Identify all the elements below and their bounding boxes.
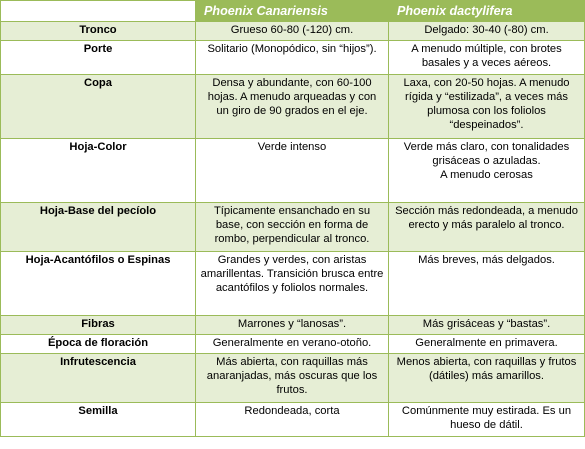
table-row xyxy=(1,139,585,203)
row-label: Hoja-Color xyxy=(1,139,196,203)
table-row xyxy=(1,203,585,252)
header-empty-cell xyxy=(1,1,196,22)
row-label: Hoja-Base del pecíolo xyxy=(1,203,196,252)
row-label: Semilla xyxy=(1,403,196,437)
canariensis-cell: Marrones y “lanosas”. xyxy=(196,316,389,335)
row-label: Infrutescencia xyxy=(1,354,196,403)
dactylifera-cell: Comúnmente muy estirada. Es un hueso de dátil. xyxy=(389,403,585,437)
table-row xyxy=(1,22,585,41)
dactylifera-cell: Generalmente en primavera. xyxy=(389,335,585,354)
dactylifera-cell: Menos abierta, con raquillas y frutos (dátiles) más amarillos. xyxy=(389,354,585,403)
dactylifera-cell: A menudo múltiple, con brotes basales y a veces aéreos. xyxy=(389,41,585,75)
dactylifera-cell: Delgado: 30-40 (-80) cm. xyxy=(389,22,585,41)
row-label: Hoja-Acantófilos o Espinas xyxy=(1,252,196,316)
header-dactylifera: Phoenix dactylifera xyxy=(389,1,585,22)
dactylifera-cell: Más breves, más delgados. xyxy=(389,252,585,316)
canariensis-cell: Grueso 60-80 (-120) cm. xyxy=(196,22,389,41)
table-row xyxy=(1,41,585,75)
dactylifera-color-text: Verde más claro, con tonalidades grisáceas o azuladas. xyxy=(403,141,570,167)
row-label: Copa xyxy=(1,75,196,139)
table-row xyxy=(1,252,585,316)
canariensis-cell: Verde intenso xyxy=(196,139,389,203)
canariensis-cell: Generalmente en verano-otoño. xyxy=(196,335,389,354)
dactylifera-cell: Más grisáceas y “bastas”. xyxy=(389,316,585,335)
table-row xyxy=(1,335,585,354)
row-label: Tronco xyxy=(1,22,196,41)
table-row xyxy=(1,354,585,403)
row-label: Época de floración xyxy=(1,335,196,354)
table-row xyxy=(1,75,585,139)
row-label: Porte xyxy=(1,41,196,75)
table-row xyxy=(1,316,585,335)
canariensis-cell: Típicamente ensanchado en su base, con sección en forma de rombo, perpendicular al tronco. xyxy=(196,203,389,252)
dactylifera-cell xyxy=(389,139,585,203)
canariensis-cell: Redondeada, corta xyxy=(196,403,389,437)
canariensis-cell: Más abierta, con raquillas más anaranjadas, más oscuras que los frutos. xyxy=(196,354,389,403)
header-canariensis: Phoenix Canariensis xyxy=(196,1,389,22)
dactylifera-color-extra: A menudo cerosas xyxy=(440,169,533,181)
canariensis-cell: Grandes y verdes, con aristas amarillentas. Transición brusca entre acantófilos y foliolos normales. xyxy=(196,252,389,316)
header-row xyxy=(1,1,585,22)
dactylifera-cell: Sección más redondeada, a menudo erecto y más paralelo al tronco. xyxy=(389,203,585,252)
canariensis-cell: Solitario (Monopódico, sin “hijos”). xyxy=(196,41,389,75)
canariensis-cell: Densa y abundante, con 60-100 hojas. A menudo arqueadas y con un giro de 90 grados en el eje. xyxy=(196,75,389,139)
row-label: Fibras xyxy=(1,316,196,335)
table-row xyxy=(1,403,585,437)
dactylifera-cell: Laxa, con 20-50 hojas. A menudo rígida y “estilizada”, a veces más plumosa con los foliolos “despeinados”. xyxy=(389,75,585,139)
